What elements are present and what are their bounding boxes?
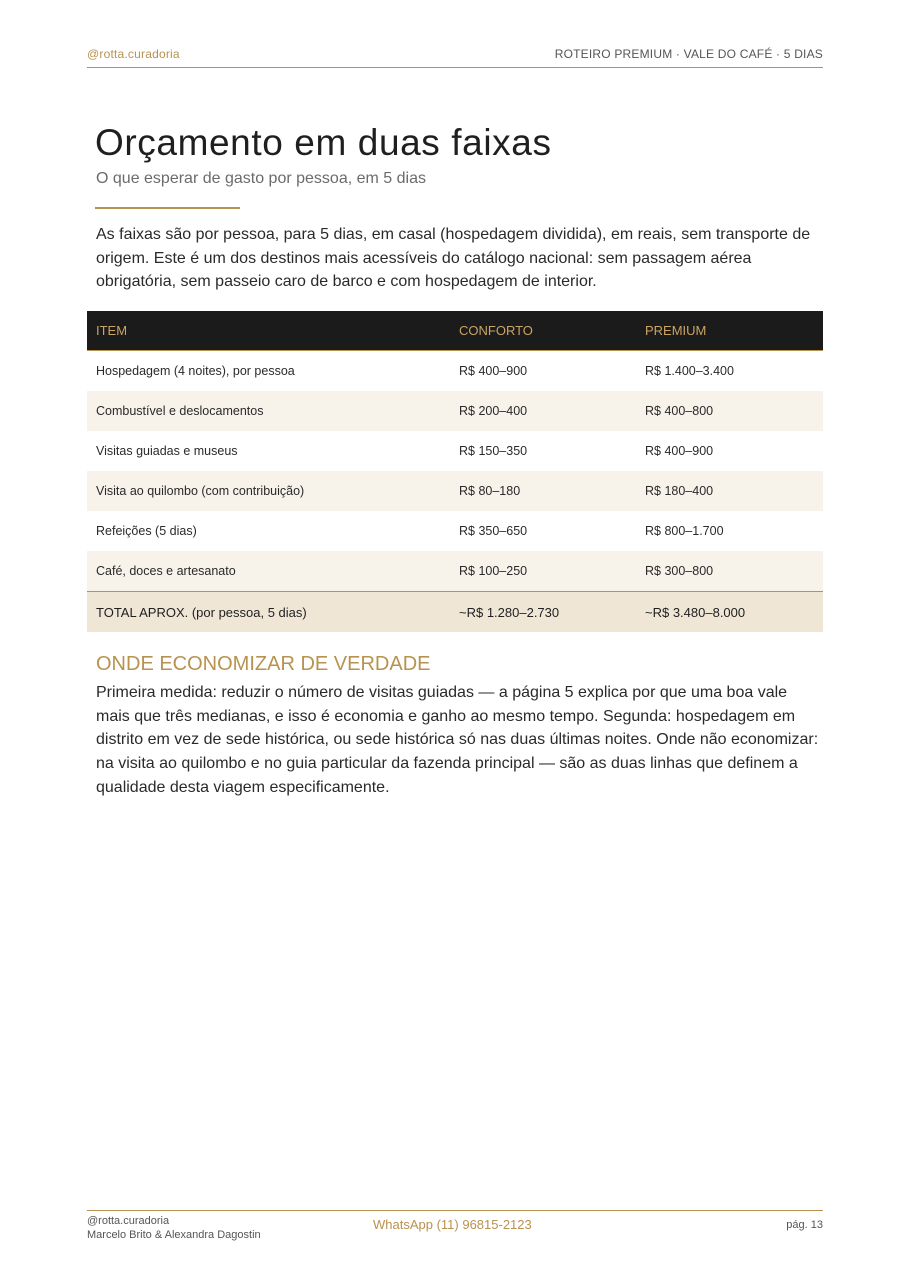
footer-whatsapp-contact: WhatsApp (11) 96815-2123 (373, 1217, 532, 1232)
table-row (87, 391, 823, 431)
table-row (87, 431, 823, 471)
table-total-row (87, 592, 823, 633)
row-item: Visita ao quilombo (com contribuição) (87, 471, 450, 511)
title-divider (95, 207, 240, 209)
row-conforto: R$ 400–900 (459, 364, 528, 378)
row-item: Combustível e deslocamentos (87, 391, 450, 431)
budget-table (87, 311, 823, 632)
footer-authors: Marcelo Brito & Alexandra Dagostin (87, 1229, 261, 1241)
row-item: Café, doces e artesanato (87, 551, 450, 592)
row-conforto: R$ 350–650 (459, 524, 528, 538)
intro-paragraph: As faixas são por pessoa, para 5 dias, em casal (hospedagem dividida), em reais, sem transporte de origem. Este é um dos destinos mais acessíveis do catálogo nacional: sem passagem aérea obrigatória, sem passeio caro de barco e com hospedagem de interior. (96, 226, 811, 290)
page-header (87, 40, 823, 68)
table-row (87, 351, 823, 392)
page-title: Orçamento em duas faixas (95, 122, 552, 163)
row-premium: R$ 300–800 (636, 551, 823, 592)
table-row (87, 551, 823, 592)
footer-handle: @rotta.curadoria (87, 1215, 170, 1227)
footer-credits (87, 1214, 261, 1242)
row-conforto: R$ 200–400 (450, 391, 636, 431)
section-paragraph: Primeira medida: reduzir o número de visitas guiadas — a página 5 explica por que uma boa vale mais que três medianas, e isso é economia e ganho ao mesmo tempo. Segunda: hospedagem em distrito em vez de sede histórica, ou sede histórica só nas duas últimas noites. Onde não economizar: na visita ao quilombo e no guia particular da fazenda principal — são as duas linhas que definem a qualidade desta viagem especificamente. (96, 684, 819, 796)
table-row (87, 511, 823, 551)
row-item: Visitas guiadas e museus (96, 444, 238, 458)
header-handle: @rotta.curadoria (87, 47, 180, 61)
section-title: ONDE ECONOMIZAR DE VERDADE (96, 653, 431, 675)
row-conforto: R$ 100–250 (450, 551, 636, 592)
row-premium: R$ 1.400–3.400 (645, 364, 734, 378)
total-conforto: ~R$ 1.280–2.730 (450, 592, 636, 633)
header-guide-title: ROTEIRO PREMIUM · VALE DO CAFÉ · 5 DIAS (554, 47, 823, 61)
total-label: TOTAL APROX. (por pessoa, 5 dias) (87, 592, 450, 633)
page-footer (87, 1210, 823, 1246)
page-subtitle: O que esperar de gasto por pessoa, em 5 dias (96, 170, 426, 187)
row-item: Refeições (5 dias) (96, 524, 197, 538)
row-premium: R$ 400–800 (636, 391, 823, 431)
row-conforto: R$ 80–180 (450, 471, 636, 511)
table-row (87, 471, 823, 511)
row-premium: R$ 400–900 (645, 444, 714, 458)
column-header-conforto: CONFORTO (450, 311, 636, 351)
column-header-premium: PREMIUM (636, 311, 823, 351)
total-premium: ~R$ 3.480–8.000 (636, 592, 823, 633)
row-premium: R$ 180–400 (636, 471, 823, 511)
table-header-row (87, 311, 823, 351)
column-header-item: ITEM (87, 311, 450, 351)
row-conforto: R$ 150–350 (459, 444, 528, 458)
row-item: Hospedagem (4 noites), por pessoa (96, 364, 295, 378)
page-number: pág. 13 (786, 1219, 823, 1231)
row-premium: R$ 800–1.700 (645, 524, 724, 538)
